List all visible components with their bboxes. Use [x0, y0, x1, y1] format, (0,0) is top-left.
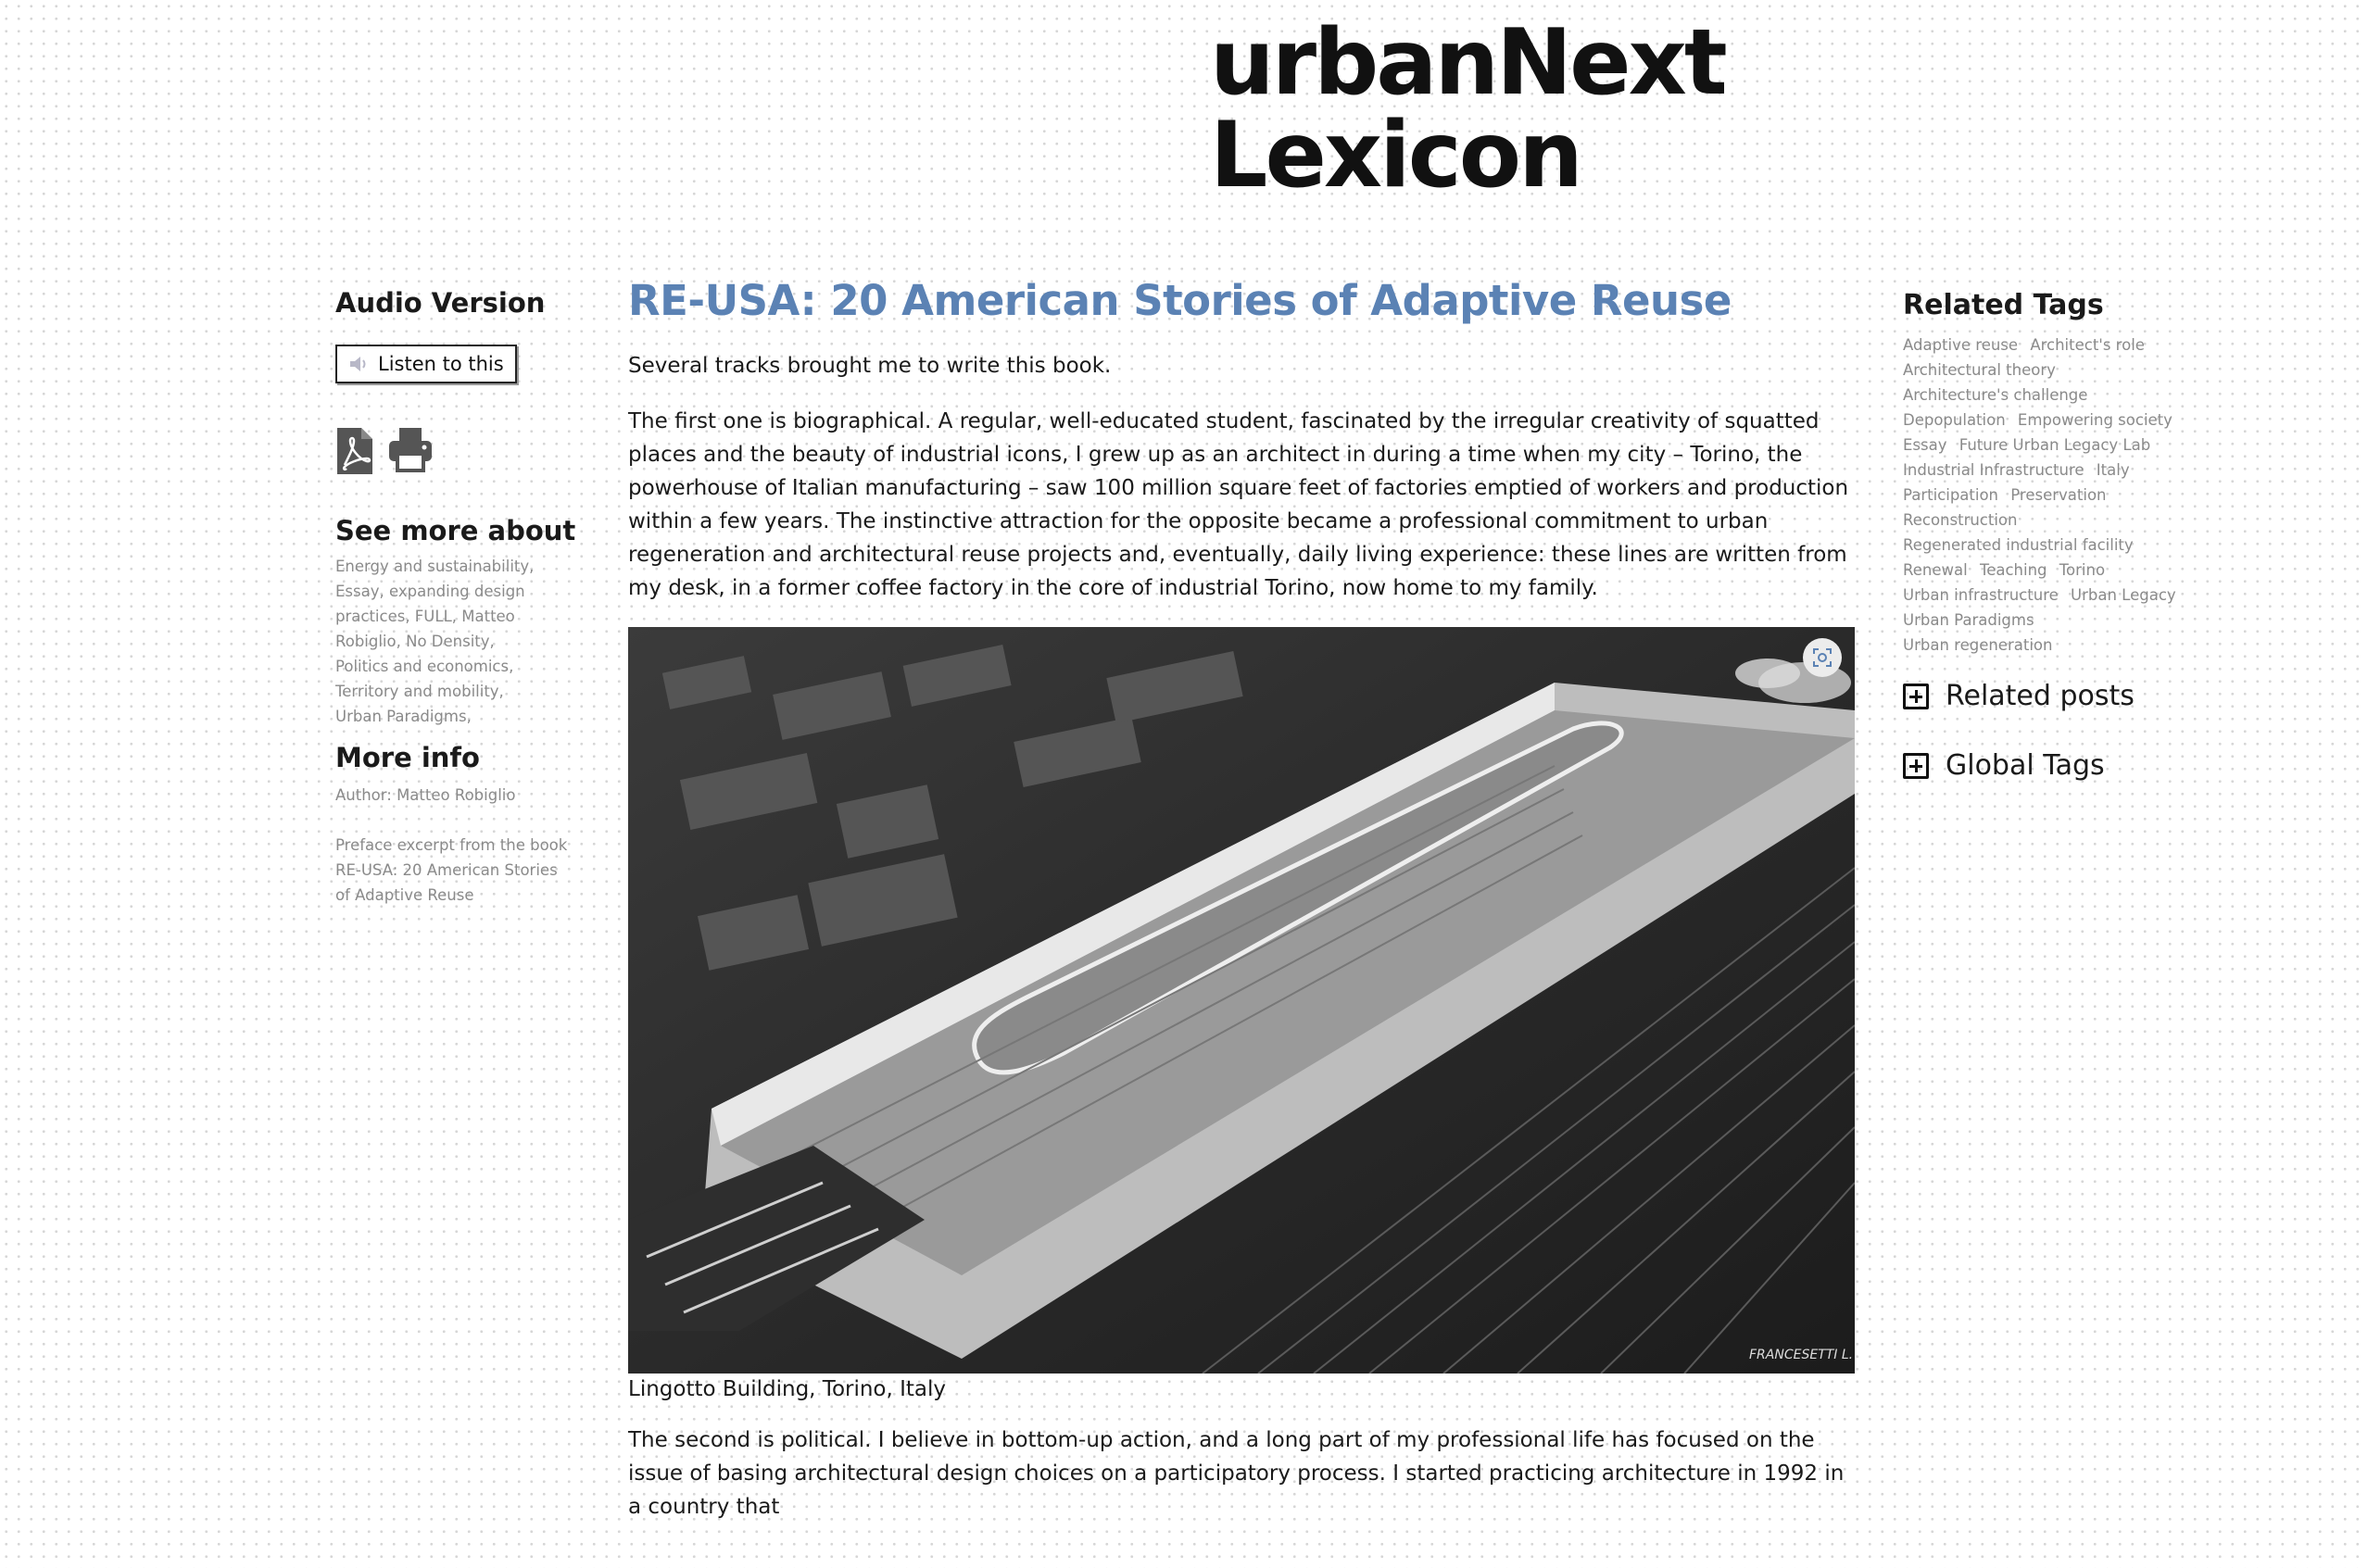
article [628, 276, 1860, 1546]
tag-link[interactable]: Urban infrastructure [1903, 586, 2059, 604]
see-more-link[interactable]: Energy and sustainability, [335, 558, 535, 575]
article-paragraph: The second is political. I believe in bottom-up action, and a long part of my professional life has focused on the issue of basing architectural design choices on a participatory process. I started practicing architecture in 1992 in a country that [628, 1428, 1845, 1519]
site-logo[interactable] [1210, 10, 1725, 208]
tag-link[interactable]: Preservation [2010, 486, 2107, 504]
tag-link[interactable]: Industrial Infrastructure [1903, 461, 2085, 479]
see-more-link[interactable]: Politics and economics, [335, 658, 514, 675]
tag-link[interactable]: Depopulation [1903, 411, 2006, 429]
article-paragraph: Several tracks brought me to write this book. [628, 354, 1112, 378]
document-actions [335, 426, 576, 476]
left-sidebar [335, 287, 576, 908]
see-more-link[interactable]: Robiglio, No Density, [335, 633, 495, 650]
global-tags-label: Global Tags [1946, 749, 2105, 782]
logo-line-2: Lexicon [1210, 103, 1581, 208]
image-caption: Lingotto Building, Torino, Italy [628, 1377, 947, 1401]
fullscreen-icon [1811, 646, 1833, 669]
related-tags-heading: Related Tags [1903, 289, 2104, 321]
tag-link[interactable]: Architecture's challenge [1903, 386, 2088, 404]
tag-link[interactable]: Regenerated industrial facility [1903, 536, 2134, 554]
image-signature: FRANCESETTI L. [1749, 1348, 1854, 1362]
tag-link[interactable]: Future Urban Legacy Lab [1959, 436, 2151, 454]
listen-button[interactable] [335, 345, 517, 383]
tag-link[interactable]: Adaptive reuse [1903, 336, 2019, 354]
tag-link[interactable]: Reconstruction [1903, 511, 2018, 529]
print-icon[interactable] [387, 426, 434, 472]
tag-link[interactable]: Renewal [1903, 561, 1968, 579]
speaker-icon [348, 355, 369, 373]
preface-line: Preface excerpt from the book [335, 836, 568, 854]
tag-link[interactable]: Essay [1903, 436, 1947, 454]
lingotto-image[interactable] [628, 627, 1855, 1374]
tag-link[interactable]: Architect's role [2030, 336, 2145, 354]
related-posts-label: Related posts [1946, 680, 2135, 712]
tag-link[interactable]: Urban Paradigms [1903, 611, 2034, 629]
preface-line: of Adaptive Reuse [335, 886, 474, 904]
tag-link[interactable]: Torino [2059, 561, 2106, 579]
tag-link[interactable]: Empowering society [2017, 411, 2173, 429]
right-sidebar [1903, 289, 2190, 782]
see-more-links [335, 554, 576, 729]
tag-link[interactable]: Teaching [1979, 561, 2047, 579]
related-posts-toggle[interactable] [1903, 680, 2190, 712]
audio-version-heading: Audio Version [335, 287, 546, 319]
preface-line: RE-USA: 20 American Stories [335, 861, 558, 879]
plus-icon [1903, 753, 1929, 779]
preface-info [335, 833, 576, 908]
tag-link[interactable]: Urban Legacy [2071, 586, 2176, 604]
listen-button-label: Listen to this [378, 353, 504, 375]
tag-link[interactable]: Italy [2096, 461, 2130, 479]
see-more-link[interactable]: practices, FULL, Matteo [335, 608, 515, 625]
tag-link[interactable]: Architectural theory [1903, 361, 2056, 379]
global-tags-toggle[interactable] [1903, 749, 2190, 782]
see-more-link[interactable]: Essay, expanding design [335, 583, 525, 600]
related-tags-list [1903, 332, 2190, 658]
see-more-link[interactable]: Urban Paradigms, [335, 708, 472, 725]
tag-link[interactable]: Urban regeneration [1903, 636, 2053, 654]
expand-image-button[interactable] [1803, 638, 1842, 677]
article-paragraph: The first one is biographical. A regular, well-educated student, fascinated by the irregular creativity of squatted places and the beauty of industrial icons, I grew up as an architect in during a time when my city – Torino, the powerhouse of Italian manufacturing – saw 100 million square feet of factories emptied of workers and production within a few years. The instinctive attraction for the opposite became a professional commitment to urban regeneration and architectural reuse projects and, eventually, daily living experience: these lines are written from my desk, in a former coffee factory in the core of industrial Torino, now home to my family. [628, 409, 1849, 600]
see-more-link[interactable]: Territory and mobility, [335, 683, 504, 700]
author-info: Author: Matteo Robiglio [335, 786, 516, 804]
article-title: RE-USA: 20 American Stories of Adaptive Reuse [628, 276, 1732, 325]
tag-link[interactable]: Participation [1903, 486, 1999, 504]
more-info-heading: More info [335, 742, 480, 773]
plus-icon [1903, 684, 1929, 709]
pdf-icon[interactable] [335, 426, 374, 476]
see-more-heading: See more about [335, 515, 576, 546]
lingotto-aerial-illustration [628, 627, 1855, 1374]
logo-line-1: urbanNext [1210, 10, 1725, 116]
